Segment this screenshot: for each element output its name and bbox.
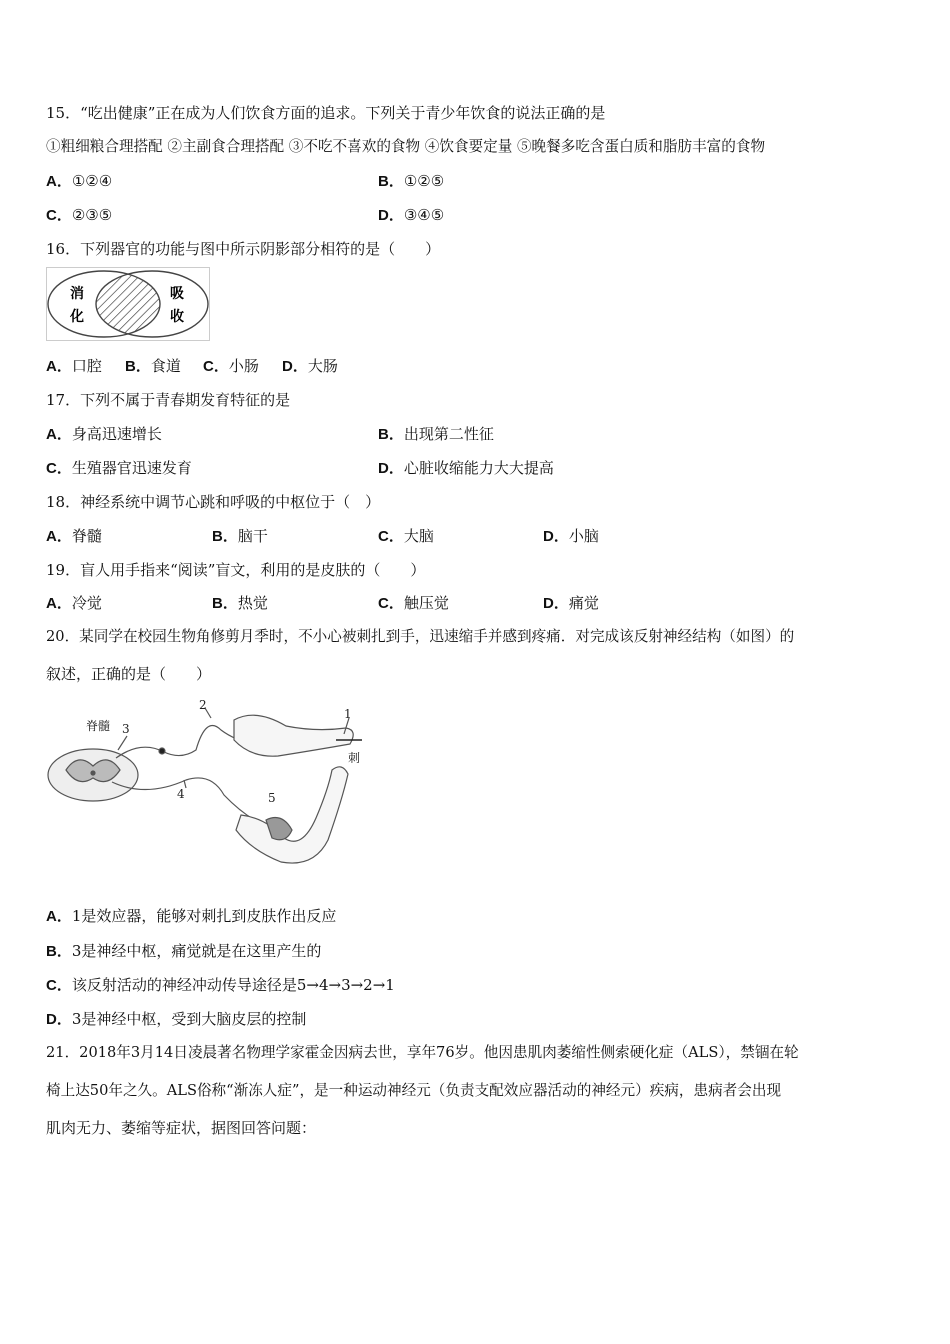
option-letter: B． <box>378 173 404 190</box>
option-letter: C． <box>378 528 404 545</box>
option-letter: D． <box>46 1011 72 1028</box>
upper-hand-outline <box>234 715 353 756</box>
option-text: 冷觉 <box>71 594 102 612</box>
option-letter: C． <box>46 977 72 994</box>
option-letter: B． <box>125 358 151 375</box>
venn-label-absorb-2: 收 <box>170 309 184 325</box>
option-text: 心脏收缩能力大大提高 <box>403 459 554 477</box>
option-text: 口腔 <box>71 357 102 375</box>
q20-stem-line2: 叙述，正确的是（ ） <box>46 665 212 683</box>
q16-option-d[interactable] <box>282 356 338 377</box>
option-text: 热觉 <box>237 594 268 612</box>
option-letter: A． <box>46 595 72 612</box>
q15-option-a[interactable] <box>46 171 112 192</box>
q15-option-d[interactable] <box>378 205 444 226</box>
venn-label-absorb-1: 吸 <box>170 286 184 302</box>
option-text: 脊髓 <box>71 527 102 545</box>
q17-option-c[interactable] <box>46 458 192 479</box>
q17-stem: 17．下列不属于青春期发育特征的是 <box>46 391 291 409</box>
option-letter: A． <box>46 426 72 443</box>
option-text: ①②⑤ <box>403 172 445 190</box>
option-text: 出现第二性征 <box>403 425 494 443</box>
q18-option-c[interactable] <box>378 526 434 547</box>
venn-label-digest-2: 化 <box>70 309 84 325</box>
label-3: 3 <box>122 722 130 736</box>
option-letter: C． <box>378 595 404 612</box>
q16-stem: 16．下列器官的功能与图中所示阴影部分相符的是（ ） <box>46 240 441 258</box>
option-letter: B． <box>46 943 72 960</box>
label-spinal-cord: 脊髓 <box>86 719 111 733</box>
option-text: 身高迅速增长 <box>71 425 162 443</box>
q20-option-b[interactable] <box>46 941 321 962</box>
option-text: 食道 <box>150 357 181 375</box>
option-text: 3是神经中枢，痛觉就是在这里产生的 <box>71 942 322 960</box>
venn-label-digest-1: 消 <box>70 286 84 302</box>
option-letter: D． <box>378 207 404 224</box>
option-text: ②③⑤ <box>71 206 113 224</box>
q15-stem: 15．“吃出健康”正在成为人们饮食方面的追求。下列关于青少年饮食的说法正确的是 <box>46 104 606 122</box>
q19-option-d[interactable] <box>543 593 599 614</box>
option-text: 脑干 <box>237 527 268 545</box>
label-5: 5 <box>268 791 276 805</box>
reflex-arc-figure <box>46 700 366 870</box>
option-letter: A． <box>46 358 72 375</box>
q18-option-d[interactable] <box>543 526 599 547</box>
option-text: ③④⑤ <box>403 206 445 224</box>
option-text: 3是神经中枢，受到大脑皮层的控制 <box>71 1010 307 1028</box>
option-text: 大脑 <box>403 527 434 545</box>
q16-option-b[interactable] <box>125 356 181 377</box>
q19-option-b[interactable] <box>212 593 268 614</box>
q21-line1: 21．2018年3月14日凌晨著名物理学家霍金因病去世，享年76岁。他因患肌肉萎缩性侧索硬化症（ALS），禁锢在轮 <box>46 1044 799 1061</box>
option-letter: C． <box>203 358 229 375</box>
q18-option-b[interactable] <box>212 526 268 547</box>
option-text: ①②④ <box>71 172 113 190</box>
option-text: 1是效应器，能够对刺扎到皮肤作出反应 <box>71 907 337 925</box>
option-letter: D． <box>543 528 569 545</box>
option-text: 触压觉 <box>403 594 449 612</box>
label-1: 1 <box>344 707 352 721</box>
venn-diagram <box>46 267 210 341</box>
q19-option-a[interactable] <box>46 593 102 614</box>
q20-option-c[interactable] <box>46 975 395 996</box>
option-letter: A． <box>46 173 72 190</box>
option-letter: B． <box>212 595 238 612</box>
leader-3 <box>118 736 127 750</box>
label-2: 2 <box>199 700 207 712</box>
label-thorn: 刺 <box>348 751 361 765</box>
q18-stem: 18．神经系统中调节心跳和呼吸的中枢位于（ ） <box>46 493 381 511</box>
q21-line2: 椅上达50年之久。ALS俗称“渐冻人症”，是一种运动神经元（负责支配效应器活动的神经元）疾病，患病者会出现 <box>46 1082 782 1099</box>
central-canal <box>91 771 95 775</box>
ganglion-dot <box>159 748 165 754</box>
q19-option-c[interactable] <box>378 593 449 614</box>
option-text: 大肠 <box>307 357 338 375</box>
q16-option-c[interactable] <box>203 356 259 377</box>
q21-line3: 肌肉无力、萎缩等症状，据图回答问题： <box>46 1119 317 1137</box>
option-letter: D． <box>378 460 404 477</box>
option-letter: B． <box>378 426 404 443</box>
option-letter: C． <box>46 460 72 477</box>
option-text: 小肠 <box>228 357 259 375</box>
option-text: 生殖器官迅速发育 <box>71 459 192 477</box>
option-letter: D． <box>543 595 569 612</box>
q15-option-b[interactable] <box>378 171 444 192</box>
q20-stem-line1: 20．某同学在校园生物角修剪月季时，不小心被刺扎到手，迅速缩手并感到疼痛．对完成该反射神经结构（如图）的 <box>46 628 795 645</box>
q15-option-c[interactable] <box>46 205 112 226</box>
q17-option-b[interactable] <box>378 424 494 445</box>
q18-option-a[interactable] <box>46 526 102 547</box>
option-letter: A． <box>46 528 72 545</box>
option-letter: D． <box>282 358 308 375</box>
q16-option-a[interactable] <box>46 356 102 377</box>
q15-items: ①粗细粮合理搭配 ②主副食合理搭配 ③不吃不喜欢的食物 ④饮食要定量 ⑤晚餐多吃含蛋白质和脂肪丰富的食物 <box>46 138 766 155</box>
q17-option-d[interactable] <box>378 458 554 479</box>
option-text: 痛觉 <box>568 594 599 612</box>
option-text: 小脑 <box>568 527 599 545</box>
option-letter: C． <box>46 207 72 224</box>
lower-arm-outline <box>236 767 348 863</box>
q17-option-a[interactable] <box>46 424 162 445</box>
q19-stem: 19．盲人用手指来“阅读”盲文，利用的是皮肤的（ ） <box>46 561 426 579</box>
label-4: 4 <box>177 787 185 801</box>
q20-option-a[interactable] <box>46 906 336 927</box>
option-letter: B． <box>212 528 238 545</box>
option-text: 该反射活动的神经冲动传导途径是5→4→3→2→1 <box>71 976 395 994</box>
q20-option-d[interactable] <box>46 1009 306 1030</box>
option-letter: A． <box>46 908 72 925</box>
